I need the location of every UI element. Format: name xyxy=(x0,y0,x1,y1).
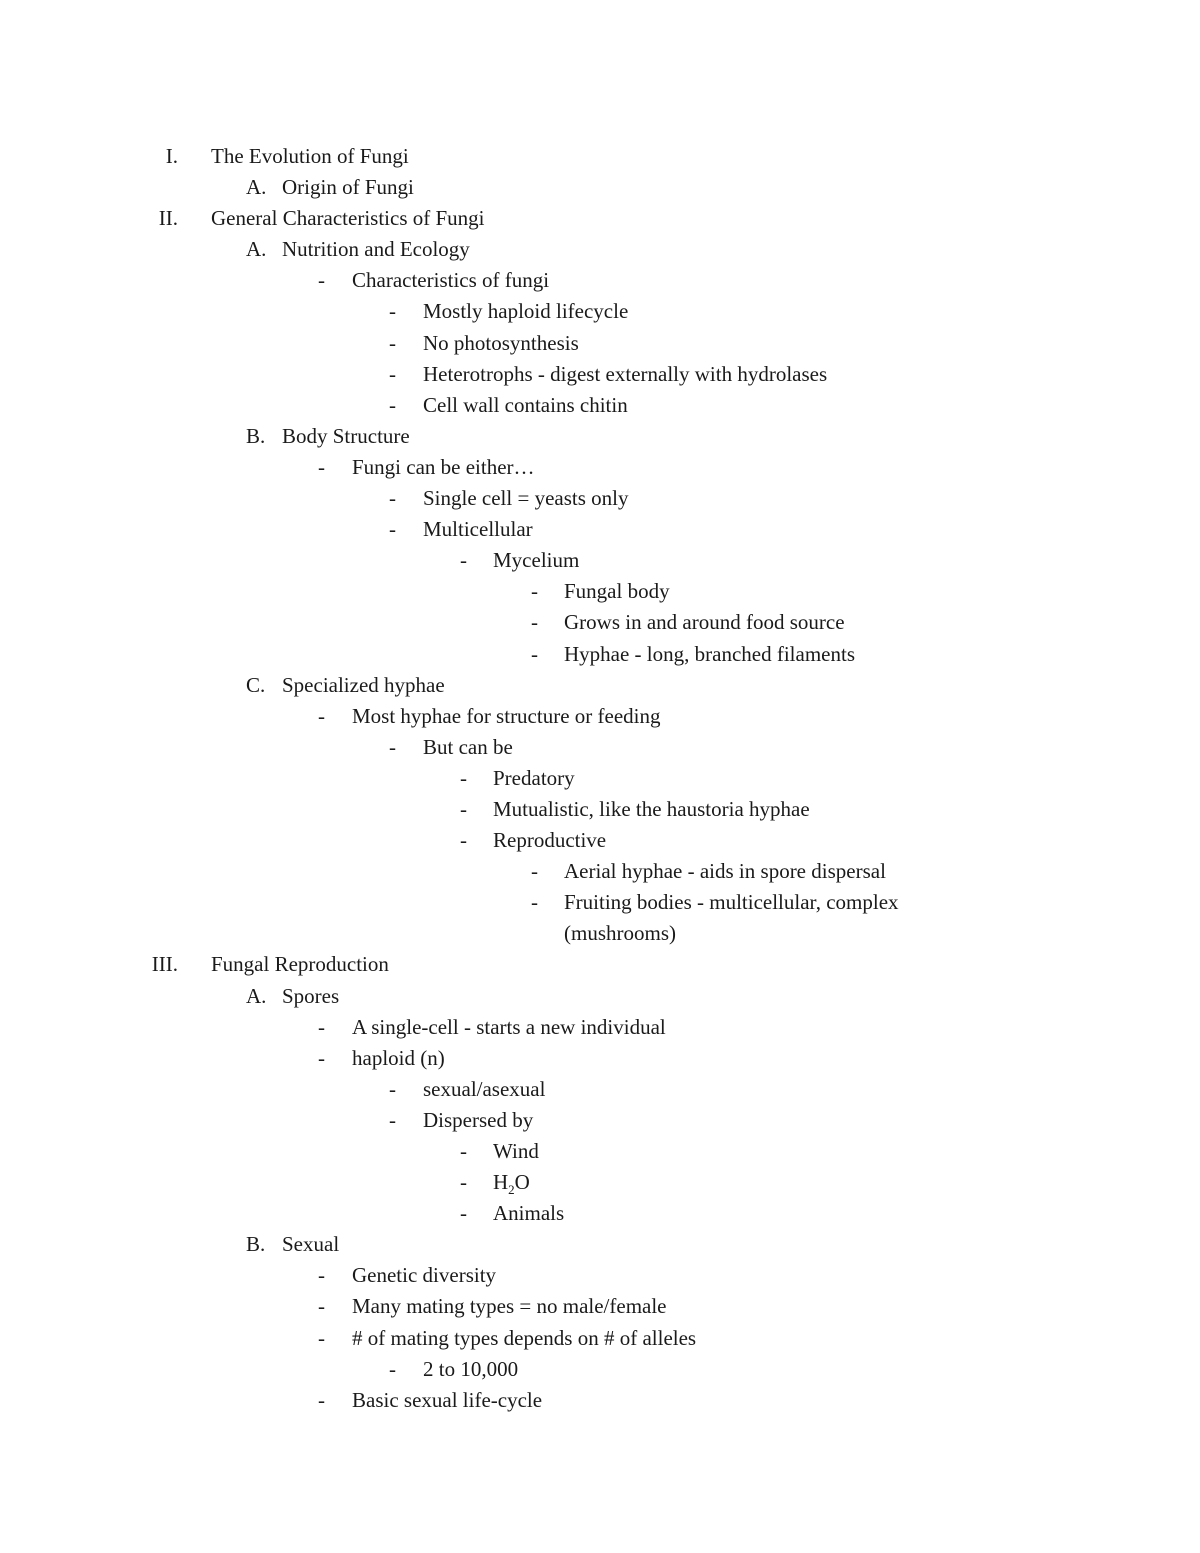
outline-item-level4 xyxy=(0,732,1200,763)
outline-text: 2 to 10,000 xyxy=(423,1356,519,1381)
outline-text: Predatory xyxy=(493,765,575,790)
outline-marker: - xyxy=(318,1263,325,1288)
outline-marker: - xyxy=(389,1356,396,1381)
outline-marker: - xyxy=(460,796,467,821)
outline-marker: - xyxy=(318,1014,325,1039)
outline-item-level3 xyxy=(0,701,1200,732)
outline-item-level6 xyxy=(0,856,1200,887)
outline-text: Grows in and around food source xyxy=(564,610,845,635)
outline-marker: - xyxy=(389,1107,396,1132)
outline-text: Aerial hyphae - aids in spore dispersal xyxy=(564,859,886,884)
outline-text: Reproductive xyxy=(493,828,607,853)
outline-text: A single-cell - starts a new individual xyxy=(352,1014,666,1039)
outline-item-level3 xyxy=(0,1043,1200,1074)
outline-marker: - xyxy=(460,548,467,573)
outline-text: Mostly haploid lifecycle xyxy=(423,299,629,324)
outline-marker: - xyxy=(531,610,538,635)
outline-item-level5 xyxy=(0,1167,1200,1198)
outline-text: Mycelium xyxy=(493,548,580,573)
outline-marker: B. xyxy=(246,1232,266,1257)
outline-text: Fungi can be either… xyxy=(352,454,535,479)
outline-text: Animals xyxy=(493,1201,565,1226)
outline-marker: - xyxy=(531,579,538,604)
outline-marker: B. xyxy=(246,423,266,448)
outline-item-level3 xyxy=(0,1385,1200,1416)
formula-element: O xyxy=(514,1170,530,1195)
outline-text: Nutrition and Ecology xyxy=(282,237,470,262)
outline-item-level5 xyxy=(0,545,1200,576)
outline-marker: - xyxy=(389,486,396,511)
outline-item-level3 xyxy=(0,1012,1200,1043)
outline-text: Characteristics of fungi xyxy=(352,268,550,293)
outline-marker: - xyxy=(318,1387,325,1412)
outline-item-level6 xyxy=(0,576,1200,607)
outline-text: Most hyphae for structure or feeding xyxy=(352,703,661,728)
outline-marker: - xyxy=(531,641,538,666)
outline-marker: - xyxy=(389,734,396,759)
outline-item-level4 xyxy=(0,359,1200,390)
outline-text: Body Structure xyxy=(282,423,410,448)
outline-marker: - xyxy=(460,828,467,853)
outline-item-level6 xyxy=(0,887,1200,949)
outline-item-level1 xyxy=(0,141,1200,172)
outline-marker: - xyxy=(389,330,396,355)
outline-text: Single cell = yeasts only xyxy=(423,486,629,511)
outline-marker: - xyxy=(389,299,396,324)
outline-marker: - xyxy=(389,392,396,417)
outline-marker: III. xyxy=(151,952,178,977)
outline-text: Fruiting bodies - multicellular, complex (mushrooms) xyxy=(564,890,899,946)
outline-text: Cell wall contains chitin xyxy=(423,392,628,417)
outline-marker: - xyxy=(318,1294,325,1319)
outline-item-level4 xyxy=(0,390,1200,421)
outline-marker: - xyxy=(318,1045,325,1070)
outline-text: Origin of Fungi xyxy=(282,175,414,200)
outline-marker: - xyxy=(318,1325,325,1350)
outline-item-level1 xyxy=(0,949,1200,980)
outline-item-level3 xyxy=(0,1291,1200,1322)
outline-text: Genetic diversity xyxy=(352,1263,497,1288)
outline-marker: - xyxy=(389,1076,396,1101)
outline-item-level5 xyxy=(0,825,1200,856)
outline-item-level3 xyxy=(0,1260,1200,1291)
outline-item-level4 xyxy=(0,514,1200,545)
formula-subscript: 2 xyxy=(508,1182,515,1198)
outline-text: # of mating types depends on # of alleles xyxy=(352,1325,697,1350)
outline-item-level6 xyxy=(0,607,1200,638)
outline-text: Dispersed by xyxy=(423,1107,534,1132)
outline-item-level2 xyxy=(0,172,1200,203)
outline-text: Spores xyxy=(282,983,340,1008)
outline-text: Sexual xyxy=(282,1232,340,1257)
outline-text: Fungal body xyxy=(564,579,670,604)
outline-item-level4 xyxy=(0,1105,1200,1136)
outline-item-level4 xyxy=(0,1354,1200,1385)
outline-marker: - xyxy=(460,765,467,790)
outline-marker: - xyxy=(460,1170,467,1195)
outline-text: Wind xyxy=(493,1139,539,1163)
outline-text: No photosynthesis xyxy=(423,330,579,355)
outline-item-level5 xyxy=(0,1198,1200,1229)
outline-item-level2 xyxy=(0,670,1200,701)
outline-marker: - xyxy=(318,454,325,479)
outline-marker: A. xyxy=(246,237,267,262)
outline-marker: C. xyxy=(246,672,266,697)
outline-item-level3 xyxy=(0,1323,1200,1354)
outline-text: Many mating types = no male/female xyxy=(352,1294,667,1319)
outline-marker: - xyxy=(460,1201,467,1226)
outline-item-level6 xyxy=(0,639,1200,670)
outline-text: Fungal Reproduction xyxy=(211,952,389,977)
outline-item-level5 xyxy=(0,794,1200,825)
outline-item-level3 xyxy=(0,265,1200,296)
outline-item-level4 xyxy=(0,296,1200,327)
outline-text: Mutualistic, like the haustoria hyphae xyxy=(493,796,810,821)
outline-text: The Evolution of Fungi xyxy=(211,144,409,168)
outline-marker: I. xyxy=(165,144,178,168)
outline-marker: A. xyxy=(246,175,267,200)
outline-marker: - xyxy=(389,361,396,386)
outline-marker: - xyxy=(460,1139,467,1163)
outline-item-level3 xyxy=(0,452,1200,483)
lecture-outline xyxy=(0,141,1200,1416)
outline-marker: A. xyxy=(246,983,267,1008)
outline-item-level5 xyxy=(0,1136,1200,1167)
outline-item-level2 xyxy=(0,234,1200,265)
outline-item-level4 xyxy=(0,328,1200,359)
outline-text-water-formula xyxy=(493,1167,530,1198)
outline-text: General Characteristics of Fungi xyxy=(211,206,485,231)
outline-marker: - xyxy=(531,859,538,884)
outline-text: Basic sexual life-cycle xyxy=(352,1387,543,1412)
outline-item-level2 xyxy=(0,1229,1200,1260)
formula-element: H xyxy=(493,1170,509,1195)
outline-item-level4 xyxy=(0,1074,1200,1105)
outline-item-level2 xyxy=(0,981,1200,1012)
outline-marker: - xyxy=(318,703,325,728)
outline-text: haploid (n) xyxy=(352,1045,445,1070)
outline-item-level2 xyxy=(0,421,1200,452)
outline-marker: II. xyxy=(158,206,178,231)
outline-item-level4 xyxy=(0,483,1200,514)
outline-marker: - xyxy=(389,517,396,542)
outline-text: Hyphae - long, branched filaments xyxy=(564,641,855,666)
outline-item-level5 xyxy=(0,763,1200,794)
outline-text: Specialized hyphae xyxy=(282,672,445,697)
outline-marker: - xyxy=(531,890,538,915)
outline-text: Heterotrophs - digest externally with hydrolases xyxy=(423,361,828,386)
outline-text: But can be xyxy=(423,734,513,759)
outline-text: sexual/asexual xyxy=(423,1076,546,1101)
outline-item-level1 xyxy=(0,203,1200,234)
outline-text: Multicellular xyxy=(423,517,533,542)
outline-marker: - xyxy=(318,268,325,293)
